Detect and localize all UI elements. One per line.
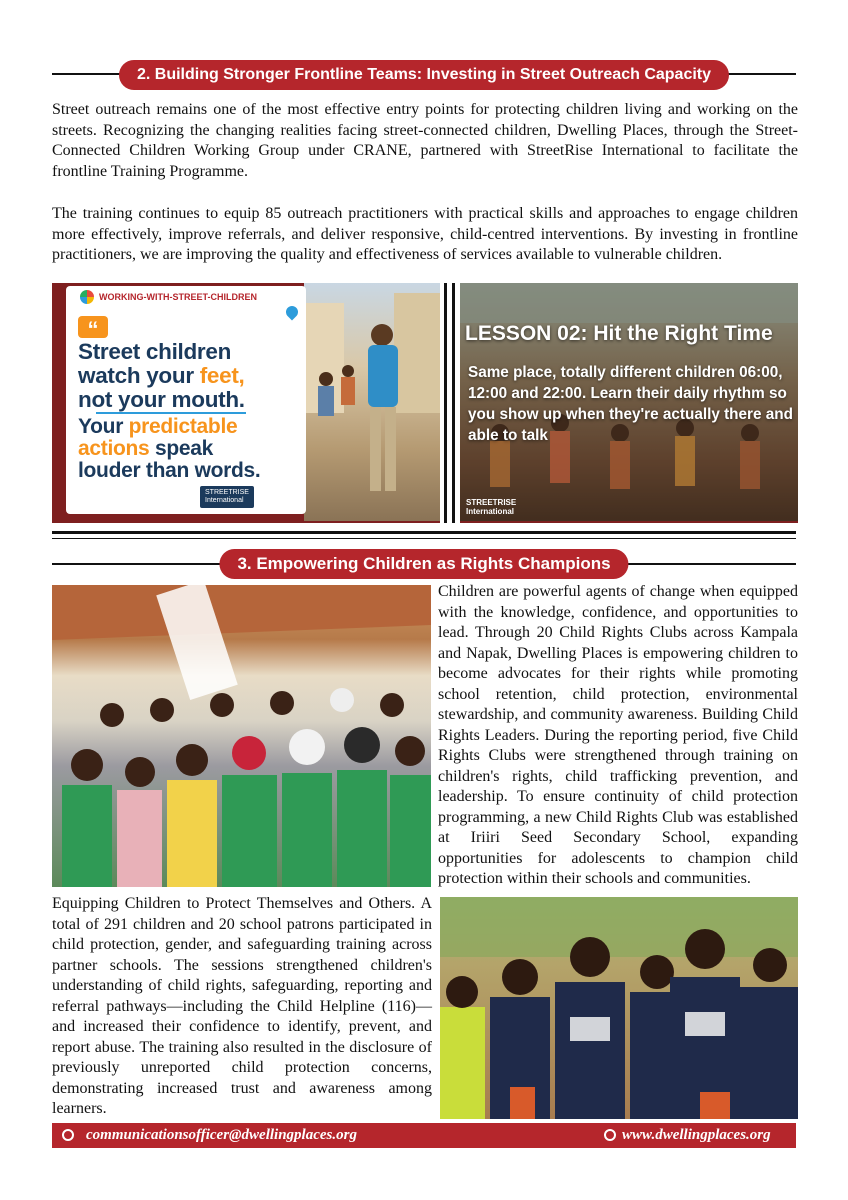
poster1-headline [78, 340, 302, 412]
section3-heading: 3. Empowering Children as Rights Champions [219, 549, 628, 579]
footer-website[interactable]: www.dwellingplaces.org [622, 1127, 771, 1143]
children-group-illustration [52, 585, 431, 887]
poster1-line-b [78, 364, 302, 388]
footer-email[interactable]: communicationsofficer@dwellingplaces.org [86, 1127, 357, 1143]
streetrise-logo-icon [80, 290, 94, 304]
section3-left-paragraph: Equipping Children to Protect Themselves and Others. A total of 291 children and 20 school patrons participated in child protection, gender, and safeguarding training across partner schools. The sessions strengthened children's understanding of child rights, safeguarding, reporting and referral pathways—including the Child Helpline (116)—and increased their confidence to identify, prevent, and report abuse. The training also resulted in the disclosure of previously unreported child protection concerns, demonstrating increased trust and awareness among learners. [52, 895, 432, 1117]
poster1-line-d-highlight: predictable [128, 415, 238, 438]
poster1-subline [78, 416, 302, 482]
email-bullet-icon [62, 1129, 74, 1141]
poster1-line-b-text: watch your [78, 363, 200, 388]
poster1-line-e-text: speak [149, 437, 214, 460]
poster1-logo-line1: STREETRISE [205, 489, 249, 496]
poster1-logo-line2: International [205, 497, 244, 504]
section-separator-top [52, 531, 796, 534]
poster1-logo [200, 486, 254, 508]
poster-divider-stripes [440, 283, 460, 523]
poster1-photo [304, 283, 440, 521]
poster1-line-d-text: Your [78, 415, 129, 438]
poster1-tag [80, 290, 257, 304]
children-group-photo [52, 585, 431, 887]
poster2-logo [466, 498, 516, 516]
quote-icon: “ [78, 316, 108, 338]
poster1-tag-text: WORKING-WITH-STREET-CHILDREN [99, 292, 257, 302]
section2-paragraph-2: The training continues to equip 85 outreach practitioners with practical skills and approaches to engage children more effectively, improve referrals, and deliver responsive, child-centred interventions. By investing in frontline practitioners, we are improving the quality and effectiveness of services available to vulnerable children. [52, 205, 798, 263]
poster1-line-e [78, 438, 302, 460]
poster1-line-b-highlight: feet, [199, 363, 245, 388]
section2-heading: 2. Building Stronger Frontline Teams: Investing in Street Outreach Capacity [119, 60, 729, 90]
students-illustration [440, 897, 798, 1119]
web-bullet-icon [604, 1129, 616, 1141]
poster1-line-d [78, 416, 302, 438]
poster2-logo-line2: International [466, 507, 515, 516]
outreach-worker-illustration [304, 283, 440, 521]
students-tshirts-photo [440, 897, 798, 1119]
footer-bar [52, 1123, 796, 1148]
section-separator-bottom [52, 538, 796, 539]
section3-right-paragraph: Children are powerful agents of change when equipped with the knowledge, confidence, and opportunities to lead. Through 20 Child Rights Clubs across Kampala and Napak, Dwelling Places is empowering children to become advocates for their rights while promoting school retention, child protection, environmental stewardship, and community awareness. Building Child Rights Leaders. During the reporting period, five Child Rights Clubs were strengthened through training on children's rights, child trafficking prevention, and leadership. To ensure continuity of child protection programming, a new Child Rights Club was established at Iriiri Seed Secondary School, expanding opportunities for adolescents to champion child protection within their schools and communities. [438, 583, 798, 887]
poster1-line-a: Street children [78, 339, 232, 364]
poster1-line-c: not your mouth. [78, 387, 245, 412]
poster2-title: LESSON 02: Hit the Right Time [465, 322, 773, 345]
poster2-logo-line1: STREETRISE [466, 498, 517, 507]
poster2-body: Same place, totally different children 06:00, 12:00 and 22:00. Learn their daily rhythm so you show up when they're actually there and able to talk [468, 364, 793, 444]
poster1-line-e-highlight: actions [78, 437, 150, 460]
poster1-line-f: louder than words. [78, 459, 261, 482]
poster1-divider [96, 412, 246, 414]
section2-paragraph-1: Street outreach remains one of the most effective entry points for protecting children living and working on the streets. Recognizing the changing realities facing street-connected children, Dwelling Places, through the Street-Connected Children Working Group under CRANE, partnered with StreetRise International to facilitate the frontline Training Programme. [52, 101, 798, 180]
